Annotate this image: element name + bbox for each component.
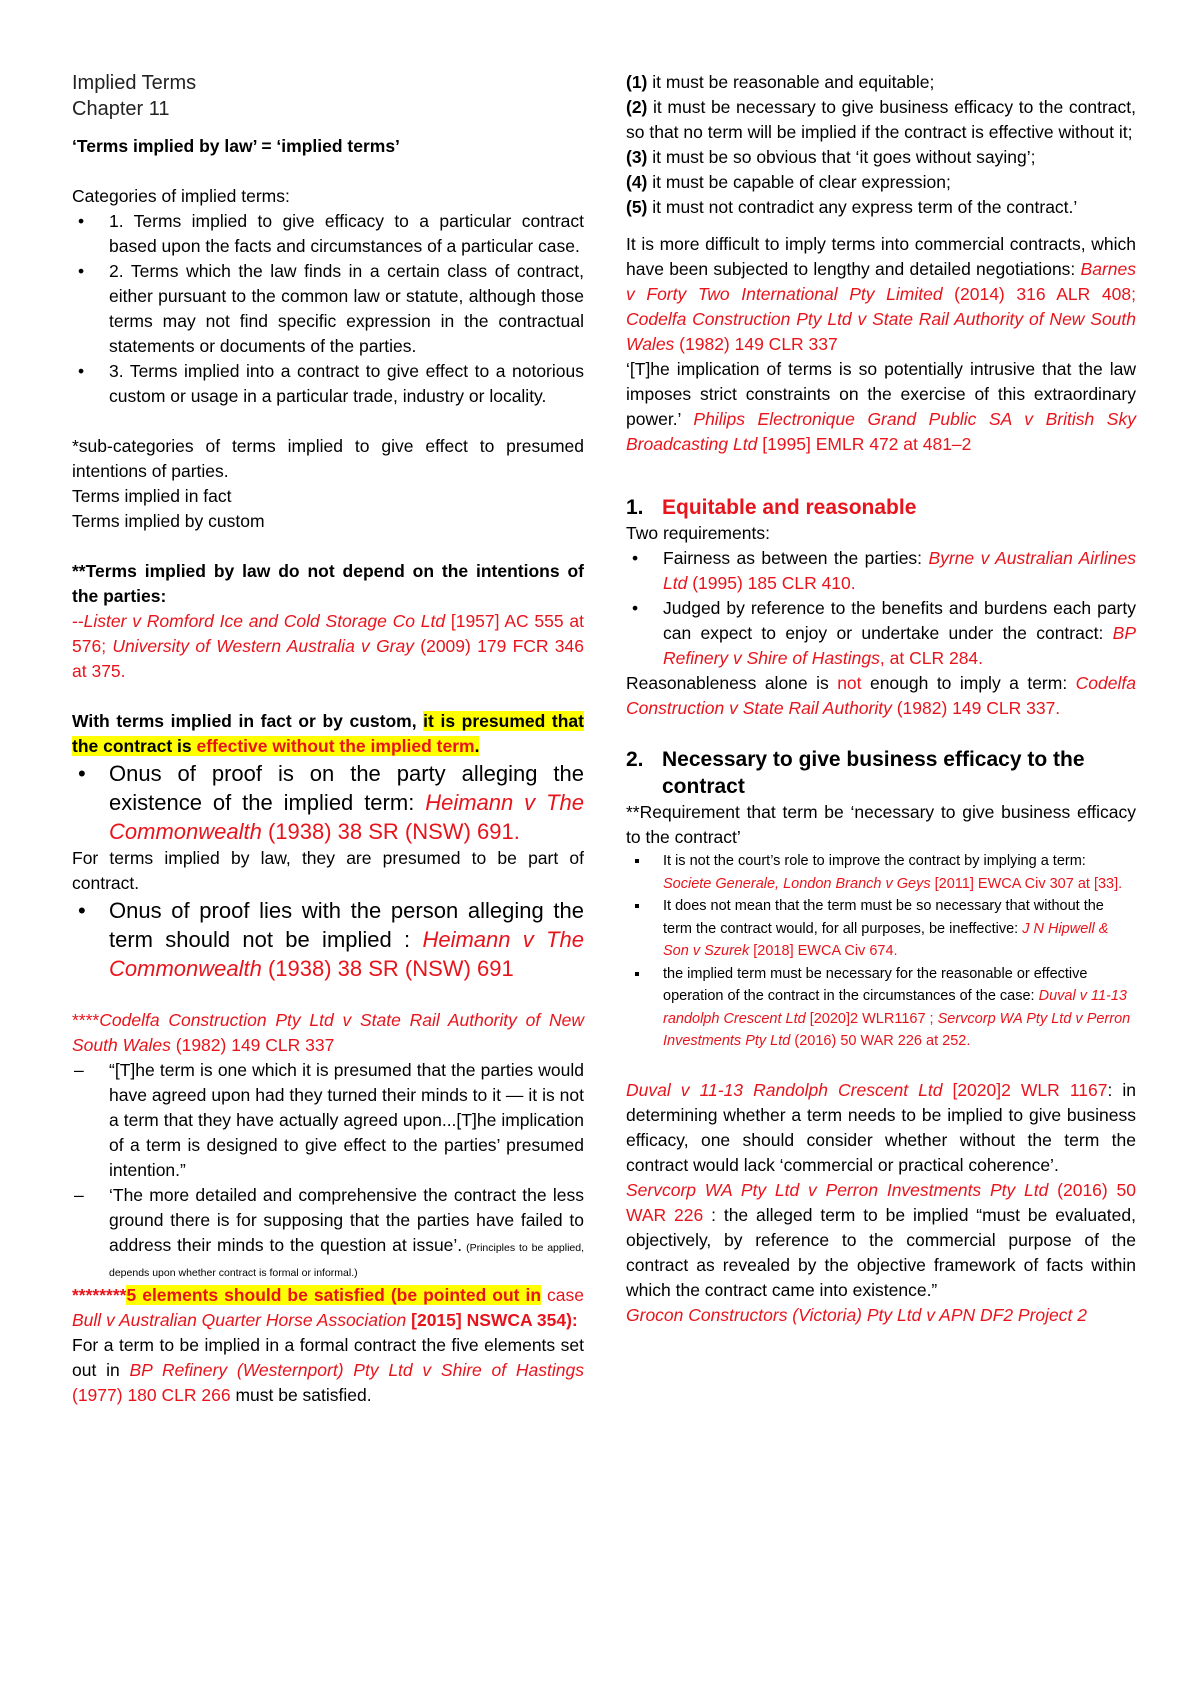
- intrusive-quote: ‘[T]he implication of terms is so potentially intrusive that the law imposes strict constraints on the exercise of this extraordinary power.’ Philips Electronique Grand Public SA v British Sky Broadcasting Ltd [1995] EMLR 472 at 481–2: [626, 359, 1136, 454]
- categories-label: Categories of implied terms:: [72, 186, 290, 206]
- element-4: (4) it must be capable of clear expression;: [626, 172, 951, 192]
- fact-custom-presumption: With terms implied in fact or by custom, it is presumed that the contract is effective without the implied term.: [72, 711, 584, 756]
- list-item: • 2. Terms which the law finds in a certain class of contract, either pursuant to the common law or statute, although those terms may not find specific expression in the contractual statements or documents of the parties.: [72, 259, 584, 359]
- onus-list-2: [72, 896, 584, 983]
- requirements-list: [626, 546, 1136, 671]
- heading-business-efficacy: 2. Necessary to give business efficacy to the contract: [626, 748, 1085, 798]
- list-item: • Fairness as between the parties: Byrne v Australian Airlines Ltd (1995) 185 CLR 410.: [626, 546, 1136, 596]
- list-item: • Onus of proof is on the party alleging the existence of the implied term: Heimann v The Commonwealth (1938) 38 SR (NSW) 691.: [72, 759, 584, 846]
- list-item: It does not mean that the term must be so necessary that without the term the contract would, for all purposes, be ineffective: J N Hipwell & Son v Szurek [2018] EWCA Civ 674.: [626, 895, 1136, 963]
- quotes-list: [72, 1058, 584, 1283]
- heading-equitable: 1. Equitable and reasonable: [626, 496, 917, 519]
- list-item: It is not the court’s role to improve the contract by implying a term: Societe Generale, London Branch v Geys [2011] EWCA Civ 307 at [33].: [626, 850, 1136, 895]
- list-item: the implied term must be necessary for the reasonable or effective operation of the contract in the circumstances of the case: Duval v 11-13 randolph Crescent Ltd [2020]2 WLR1167 ; Servcorp WA Pty Ltd v Perron Investments Pty Ltd (2016) 50 WAR 226 at 252.: [626, 963, 1136, 1053]
- law-presumption: For terms implied by law, they are presumed to be part of contract.: [72, 848, 584, 893]
- list-item: • Judged by reference to the benefits and burdens each party can expect to enjoy or undertake under the contract: BP Refinery v Shire of Hastings, at CLR 284.: [626, 596, 1136, 671]
- document-title: Implied Terms: [72, 72, 197, 94]
- element-2: (2) it must be necessary to give business efficacy to the contract, so that no term will be implied if the contract is effective without it;: [626, 97, 1136, 142]
- commercial-contracts-para: It is more difficult to imply terms into commercial contracts, which have been subjected to lengthy and detailed negotiations: Barnes v Forty Two International Pty Limited (2014) 316 ALR 408; Codelfa Construction Pty Ltd v State Rail Authority of New South Wales (1982) 149 CLR 337: [626, 234, 1136, 354]
- list-item: – ‘The more detailed and comprehensive the contract the less ground there is for supposing that the parties have failed to address their minds to the question at issue’. (Principles to be applied, depends upon whether contract is formal or informal.): [72, 1183, 584, 1283]
- section-heading: ‘Terms implied by law’ = ‘implied terms’: [72, 136, 400, 156]
- two-requirements-label: Two requirements:: [626, 523, 770, 543]
- subcategories-note: *sub-categories of terms implied to give effect to presumed intentions of parties.: [72, 436, 584, 481]
- reasonableness-para: Reasonableness alone is not enough to imply a term: Codelfa Construction v State Rail Authority (1982) 149 CLR 337.: [626, 673, 1136, 718]
- list-item: • Onus of proof lies with the person alleging the term should not be implied : Heimann v The Commonwealth (1938) 38 SR (NSW) 691: [72, 896, 584, 983]
- five-elements-heading: ********5 elements should be satisfied (be pointed out in case Bull v Australian Quarter Horse Association [2015] NSWCA 354):: [72, 1285, 585, 1330]
- element-5: (5) it must not contradict any express term of the contract.’: [626, 197, 1078, 217]
- categories-list: [72, 209, 584, 409]
- onus-list-1: [72, 759, 584, 846]
- element-3: (3) it must be so obvious that ‘it goes without saying’;: [626, 147, 1036, 167]
- list-item: – “[T]he term is one which it is presumed that the parties would have agreed upon had they turned their minds to it — it is not a term that they have actually agreed upon...[T]he implication of a term is designed to give effect to the parties’ presumed intention.”: [72, 1058, 584, 1183]
- requirement-text: **Requirement that term be ‘necessary to give business efficacy to the contract’: [626, 802, 1136, 847]
- implied-by-custom: Terms implied by custom: [72, 511, 265, 531]
- servcorp-para: Servcorp WA Pty Ltd v Perron Investments Pty Ltd (2016) 50 WAR 226 : the alleged term to be implied “must be evaluated, objectively, by reference to the commercial purpose of the contract as revealed by the objective framework of facts within which the contract came into existence.”: [626, 1179, 1136, 1300]
- formal-contract-para: For a term to be implied in a formal contract the five elements set out in BP Refinery (Westernport) Pty Ltd v Shire of Hastings (1977) 180 CLR 266 must be satisfied.: [72, 1335, 584, 1405]
- list-item: • 3. Terms implied into a contract to give effect to a notorious custom or usage in a particular trade, industry or locality.: [72, 359, 584, 409]
- efficacy-points-list: [626, 850, 1136, 1053]
- left-column: [72, 70, 584, 1408]
- element-1: (1) it must be reasonable and equitable;: [626, 72, 935, 92]
- chapter-title: Chapter 11: [72, 98, 170, 120]
- citation-codelfa: ****Codelfa Construction Pty Ltd v State Rail Authority of New South Wales (1982) 149 CLR 337: [72, 1010, 584, 1055]
- grocon-citation: Grocon Constructors (Victoria) Pty Ltd v APN DF2 Project 2: [626, 1304, 1087, 1325]
- law-intentions-heading: **Terms implied by law do not depend on the intentions of the parties:: [72, 561, 584, 606]
- right-column: [626, 70, 1136, 1328]
- implied-in-fact: Terms implied in fact: [72, 486, 232, 506]
- list-item: • 1. Terms implied to give efficacy to a particular contract based upon the facts and circumstances of a particular case.: [72, 209, 584, 259]
- citation-lister: --Lister v Romford Ice and Cold Storage Co Ltd [1957] AC 555 at 576; University of Western Australia v Gray (2009) 179 FCR 346 at 375.: [72, 611, 584, 681]
- duval-para: Duval v 11-13 Randolph Crescent Ltd [2020]2 WLR 1167: in determining whether a term needs to be implied to give business efficacy, one should consider whether without the term the contract would lack ‘commercial or practical coherence’.: [626, 1079, 1136, 1175]
